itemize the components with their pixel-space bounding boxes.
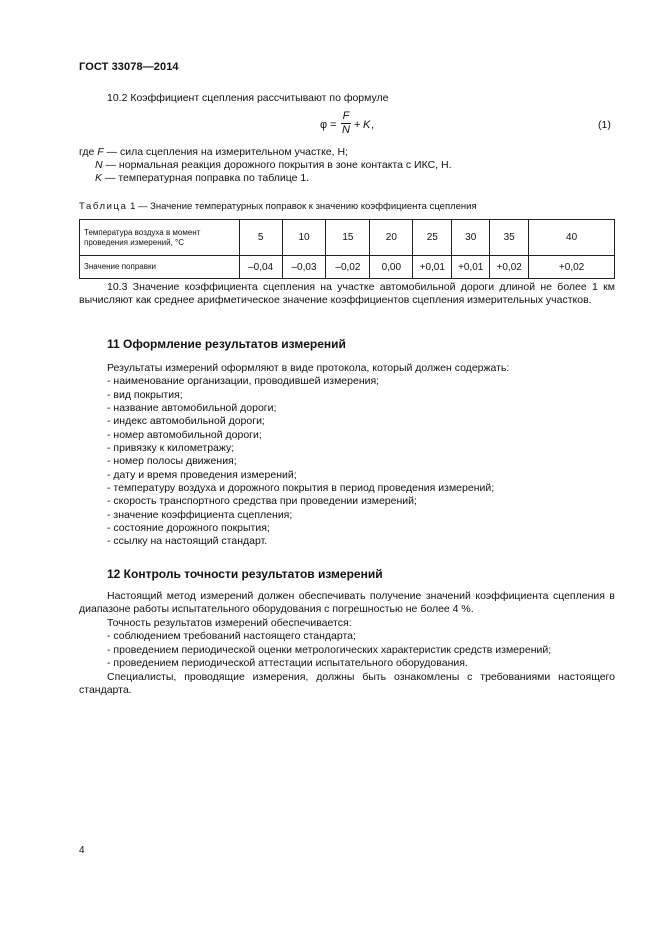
table-cell: 5 [239, 220, 282, 256]
table-caption-label: Таблица [79, 201, 128, 212]
section-11-body [107, 362, 615, 549]
table-caption-text: 1 — Значение температурных поправок к значению коэффициента сцепления [127, 201, 477, 212]
list-item: - значение коэффициента сцепления; [107, 508, 293, 521]
list-item: - индекс автомобильной дороги; [107, 415, 265, 428]
formula-plus: + [354, 119, 361, 131]
formula-phi: φ [320, 119, 328, 131]
list-item: - название автомобильной дороги; [107, 402, 277, 415]
table-cell: +0,02 [529, 256, 615, 279]
legend-text: — температурная поправка по таблице 1. [102, 172, 310, 185]
table-cell: +0,02 [490, 256, 529, 279]
table-cell: 20 [370, 220, 413, 256]
legend-symbol: F [97, 146, 104, 158]
formula-numerator: F [342, 110, 350, 122]
legend-text: — сила сцепления на измерительном участке, Н; [103, 146, 348, 158]
table-cell: –0,02 [326, 256, 370, 279]
list-item: - соблюдением требований настоящего стандарта; [107, 630, 356, 643]
formula-legend [79, 146, 451, 186]
legend-line [79, 172, 451, 185]
table-cell: 10 [282, 220, 326, 256]
list-item: - вид покрытия; [107, 388, 183, 401]
table-cell: 15 [326, 220, 370, 256]
clause-10-2: 10.2 Коэффициент сцепления рассчитывают по формуле [107, 92, 389, 104]
formula-denominator: N [342, 124, 350, 136]
list-item: - проведением периодической аттестации испытательного оборудования. [107, 657, 468, 670]
temperature-correction-table [79, 219, 615, 279]
list-item: - ссылку на настоящий стандарт. [107, 535, 268, 548]
section-12-list [107, 617, 615, 670]
list-item: - состояние дорожного покрытия; [107, 522, 270, 535]
formula-number: (1) [598, 119, 611, 131]
formula-k: K [363, 119, 371, 131]
table-cell: 0,00 [370, 256, 413, 279]
formula [318, 111, 408, 141]
formula-equals: = [330, 119, 337, 131]
formula-comma: , [371, 119, 375, 131]
table-cell: Значение поправки [80, 256, 240, 279]
section-12-paragraph-1: Настоящий метод измерений должен обеспечивать получение значений коэффициента сцепления в диапазоне работы испытательного оборудования с погрешностью не более 4 %. [79, 590, 615, 616]
table-cell: 40 [529, 220, 615, 256]
section-12-title: 12 Контроль точности результатов измерений [107, 567, 383, 581]
list-item: - скорость транспортного средства при проведении измерений; [107, 495, 417, 508]
legend-line [79, 146, 451, 159]
section-11-intro: Результаты измерений оформляют в виде протокола, который должен содержать: [107, 362, 510, 374]
table-cell: Температура воздуха в момент проведения измерений, °С [80, 220, 240, 256]
list-item: - привязку к километражу; [107, 442, 235, 455]
legend-line [79, 159, 451, 172]
legend-text: — нормальная реакция дорожного покрытия в зоне контакта с ИКС, Н. [102, 159, 452, 172]
section-11-title: 11 Оформление результатов измерений [107, 337, 346, 351]
table-cell: 25 [413, 220, 452, 256]
table-caption [79, 201, 477, 212]
table-row [80, 220, 615, 256]
legend-prefix: где [79, 146, 98, 158]
page-number: 4 [79, 845, 85, 856]
section-12-paragraph-3: Специалисты, проводящие измерения, должны быть ознакомлены с требованиями настоящего стандарта. [79, 671, 615, 697]
table-cell: 30 [452, 220, 490, 256]
list-item: - номер полосы движения; [107, 455, 237, 468]
legend-symbol: N [95, 159, 103, 172]
clause-10-3: 10.3 Значение коэффициента сцепления на участке автомобильной дороги длиной не более 1 км вычисляют как среднее арифметическое значение коэффициентов сцепления измерительных участков. [79, 281, 615, 307]
document-header: ГОСТ 33078—2014 [79, 61, 179, 73]
table-cell: –0,04 [239, 256, 282, 279]
list-item: - проведением периодической оценки метрологических характеристик средств измерений; [107, 643, 552, 656]
legend-symbol: K [95, 172, 103, 185]
table-cell: +0,01 [452, 256, 490, 279]
table-cell: 35 [490, 220, 529, 256]
list-item: - температуру воздуха и дорожного покрытия в период проведения измерений; [107, 482, 495, 495]
table-cell: +0,01 [413, 256, 452, 279]
table-cell: –0,03 [282, 256, 326, 279]
list-item: - номер автомобильной дороги; [107, 428, 262, 441]
table-row [80, 256, 615, 279]
section-12-paragraph-2: Точность результатов измерений обеспечивается: [107, 617, 352, 629]
formula-fraction [340, 111, 352, 136]
list-item: - наименование организации, проводившей измерения; [107, 375, 380, 388]
list-item: - дату и время проведения измерений; [107, 468, 297, 481]
